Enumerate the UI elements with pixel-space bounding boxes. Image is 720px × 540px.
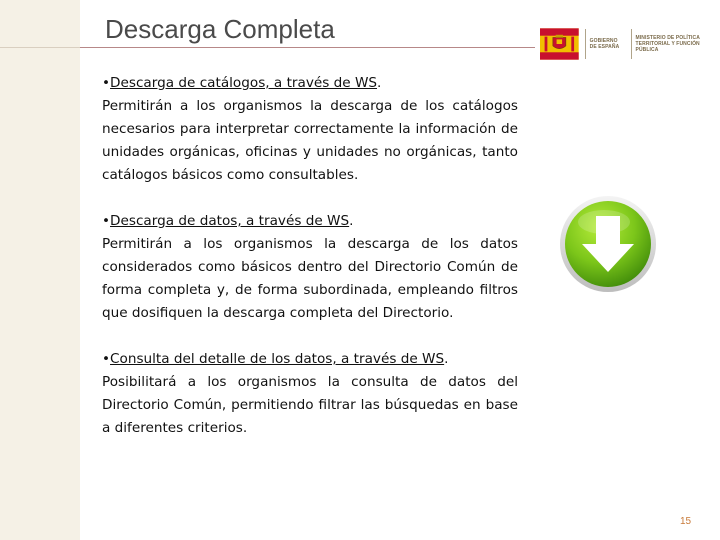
bullet-body: Posibilitará a los organismos la consulta de datos del Directorio Común, permitiendo filtrar las búsquedas en base a diferentes criterios. — [102, 374, 518, 436]
left-decorative-band — [0, 0, 80, 540]
title-rule — [80, 47, 535, 48]
bullet-heading-text: Descarga de datos, a través de WS — [110, 213, 350, 229]
bullet-heading-text: Consulta del detalle de los datos, a través de WS — [110, 351, 445, 367]
download-arrow-icon — [558, 194, 658, 294]
bullet-heading-text: Descarga de catálogos, a través de WS — [110, 75, 378, 91]
bullet-body: Permitirán a los organismos la descarga de los datos considerados como básicos dentro del Directorio Común de forma completa y, de forma subordinada, empleando filtros que dosifiquen la descarga completa del Directorio. — [102, 236, 518, 321]
bullet-heading — [102, 348, 518, 371]
gobierno-de-espana-logo — [535, 20, 700, 68]
bullet-marker: • — [102, 75, 111, 91]
bullet-item — [102, 348, 518, 440]
logo-divider — [585, 29, 586, 59]
bullet-body: Permitirán a los organismos la descarga de los catálogos necesarios para interpretar correctamente la información de unidades orgánicas, oficinas y unidades no orgánicas, tanto catálogos básicos como consultables. — [102, 98, 518, 183]
bullet-heading-end: . — [444, 351, 449, 367]
content-body — [102, 72, 518, 463]
bullet-heading — [102, 210, 518, 233]
page-number: 15 — [680, 516, 692, 527]
logo-divider-2 — [631, 29, 632, 59]
bullet-heading — [102, 72, 518, 95]
bullet-marker: • — [102, 351, 111, 367]
coat-of-arms-icon — [540, 27, 579, 61]
bullet-item — [102, 210, 518, 325]
bullet-marker: • — [102, 213, 111, 229]
logo-text-ministerio: MINISTERIO DE POLÍTICA TERRITORIAL Y FUNCIÓN PÚBLICA — [635, 35, 700, 53]
bullet-item — [102, 72, 518, 187]
title-rule-left — [0, 47, 80, 48]
bullet-heading-end: . — [349, 213, 354, 229]
page-title: Descarga Completa — [105, 14, 335, 44]
logo-text-gobierno: GOBIERNO DE ESPAÑA — [589, 38, 620, 50]
bullet-heading-end: . — [377, 75, 382, 91]
